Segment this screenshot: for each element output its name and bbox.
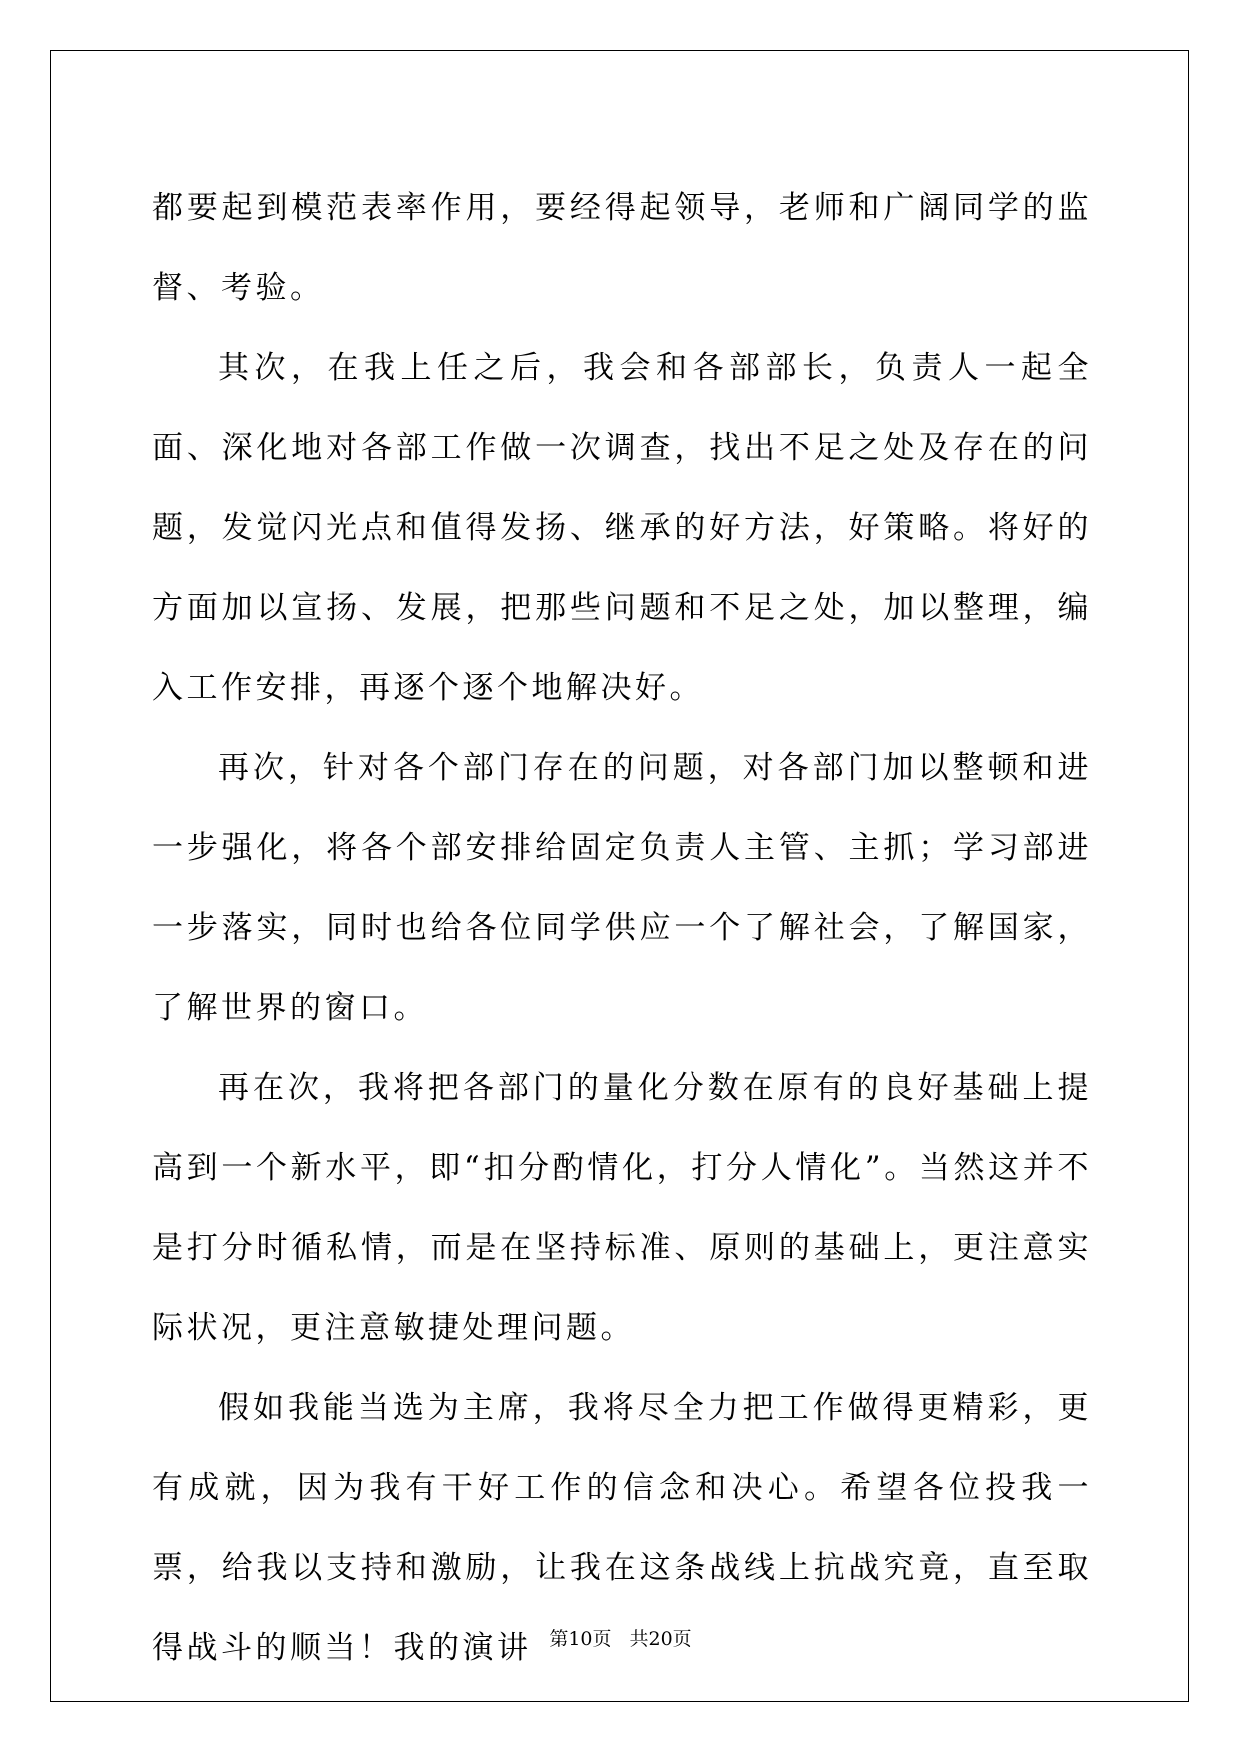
page-total: 共20页: [629, 1628, 692, 1650]
paragraph: 都要起到模范表率作用，要经得起领导，老师和广阔同学的监督、考验。: [152, 190, 1092, 306]
paragraph: 假如我能当选为主席，我将尽全力把工作做得更精彩，更有成就，因为我有干好工作的信念和决心。希望各位投我一票，给我以支持和激励，让我在这条战线上抗战究竟，直至取得战斗的顺当！我的演讲: [152, 1390, 1092, 1666]
document-body: [152, 168, 1092, 1688]
paragraph: 再次，针对各个部门存在的问题，对各部门加以整顿和进一步强化，将各个部安排给固定负责人主管、主抓；学习部进一步落实，同时也给各位同学供应一个了解社会，了解国家，了解世界的窗口。: [152, 750, 1092, 1026]
paragraph: 再在次，我将把各部门的量化分数在原有的良好基础上提高到一个新水平，即“扣分酌情化，打分人情化”。当然这并不是打分时循私情，而是在坚持标准、原则的基础上，更注意实际状况，更注意敏捷处理问题。: [152, 1070, 1092, 1346]
page-footer: [0, 1627, 1241, 1651]
page-number: 第10页: [549, 1628, 612, 1650]
paragraph: 其次，在我上任之后，我会和各部部长，负责人一起全面、深化地对各部工作做一次调查，找出不足之处及存在的问题，发觉闪光点和值得发扬、继承的好方法，好策略。将好的方面加以宣扬、发展，把那些问题和不足之处，加以整理，编入工作安排，再逐个逐个地解决好。: [152, 350, 1092, 706]
